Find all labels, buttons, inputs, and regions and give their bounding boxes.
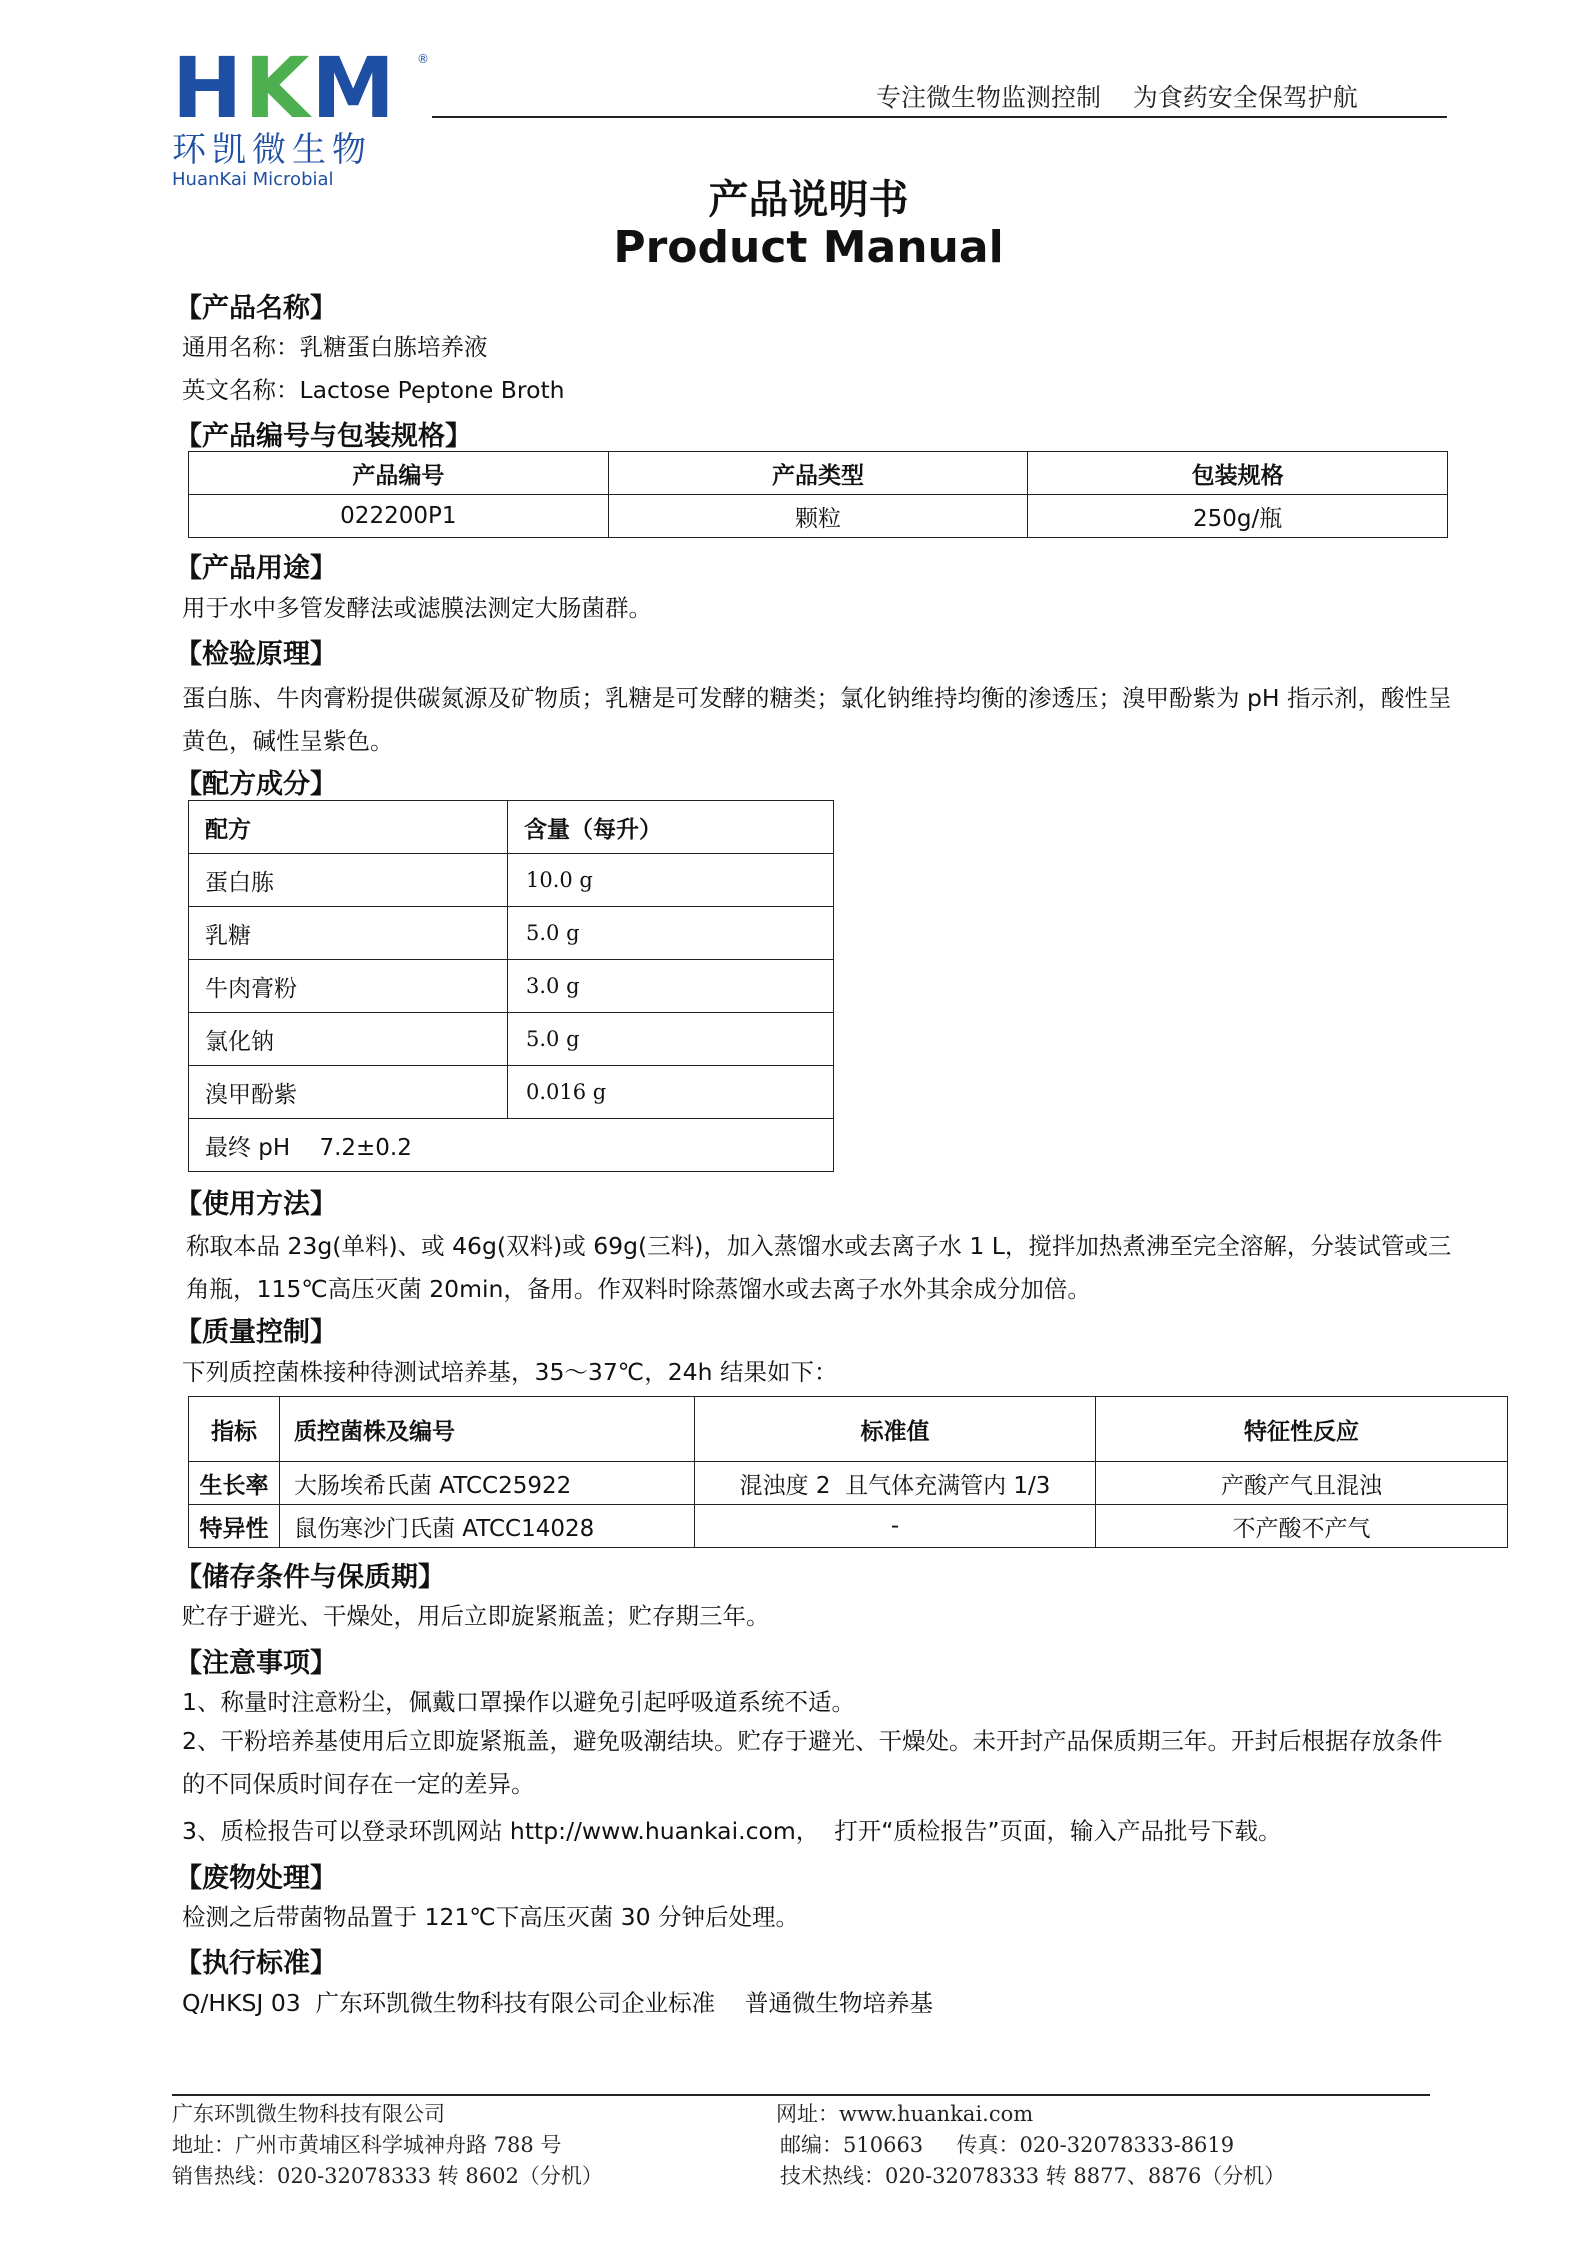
table-cell: 颗粒	[608, 495, 1028, 538]
spec-table	[188, 451, 1448, 538]
qc-table	[188, 1396, 1508, 1548]
table-row	[189, 960, 834, 1013]
footer-tech-hotline: 技术热线：020-32078333 转 8877、8876（分机）	[780, 2164, 1286, 2188]
usage-text: 称取本品 23g(单料)、或 46g(双料)或 69g(三料)，加入蒸馏水或去离子水 1 L，搅拌加热煮沸至完全溶解，分装试管或三角瓶，115℃高压灭菌 20min，备用。作双料时除蒸馏水或去离子水外其余成分加倍。	[186, 1232, 1452, 1303]
table-row	[189, 495, 1448, 538]
table-row	[189, 1462, 1508, 1505]
logo-english-name: HuanKai Microbial	[172, 169, 334, 190]
registered-mark: ®	[417, 52, 429, 66]
table-row	[189, 1119, 834, 1172]
storage-text: 贮存于避光、干燥处，用后立即旋紧瓶盖；贮存期三年。	[182, 1602, 770, 1630]
table-header: 标准值	[695, 1397, 1096, 1462]
table-header: 配方	[189, 801, 508, 854]
principle-text: 蛋白胨、牛肉膏粉提供碳氮源及矿物质；乳糖是可发酵的糖类；氯化钠维持均衡的渗透压；溴甲酚紫为 pH 指示剂，酸性呈黄色，碱性呈紫色。	[182, 684, 1452, 755]
table-cell: 产酸产气且混浊	[1096, 1462, 1508, 1505]
common-name: 通用名称：乳糖蛋白胨培养液	[182, 333, 488, 361]
table-row	[189, 907, 834, 960]
table-cell: 生长率	[189, 1462, 280, 1505]
ingredient-amount: 5.0 g	[508, 907, 834, 960]
table-row	[189, 1505, 1508, 1548]
section-heading-qc: 【质量控制】	[175, 1317, 337, 1348]
logo-chinese-name: 环凯微生物	[172, 130, 372, 170]
ingredient-name: 牛肉膏粉	[189, 960, 508, 1013]
ingredient-amount: 0.016 g	[508, 1066, 834, 1119]
table-cell: 不产酸不产气	[1096, 1505, 1508, 1548]
ingredient-amount: 5.0 g	[508, 1013, 834, 1066]
section-heading-code: 【产品编号与包装规格】	[175, 421, 472, 452]
qc-intro: 下列质控菌株接种待测试培养基，35～37℃，24h 结果如下：	[182, 1358, 838, 1386]
ingredient-name: 蛋白胨	[189, 854, 508, 907]
table-header: 质控菌株及编号	[280, 1397, 695, 1462]
final-ph: 最终 pH 7.2±0.2	[189, 1119, 834, 1172]
section-heading-notes: 【注意事项】	[175, 1648, 337, 1679]
use-text: 用于水中多管发酵法或滤膜法测定大肠菌群。	[182, 594, 652, 622]
footer-divider	[172, 2094, 1430, 2096]
footer-address: 地址：广州市黄埔区科学城神舟路 788 号	[172, 2133, 562, 2157]
ingredient-name: 溴甲酚紫	[189, 1066, 508, 1119]
table-cell: 特异性	[189, 1505, 280, 1548]
header-slogan: 专注微生物监测控制 为食药安全保驾护航	[876, 83, 1358, 112]
section-heading-usage: 【使用方法】	[175, 1189, 337, 1220]
section-heading-waste: 【废物处理】	[175, 1863, 337, 1894]
table-row	[189, 1066, 834, 1119]
table-header: 产品类型	[608, 452, 1028, 495]
standard-text: Q/HKSJ 03 广东环凯微生物科技有限公司企业标准 普通微生物培养基	[182, 1989, 934, 2017]
table-cell: 250g/瓶	[1028, 495, 1448, 538]
note-item: 2、干粉培养基使用后立即旋紧瓶盖，避免吸潮结块。贮存于避光、干燥处。未开封产品保质期三年。开封后根据存放条件的不同保质时间存在一定的差异。	[182, 1727, 1443, 1798]
table-header: 产品编号	[189, 452, 609, 495]
page-title: 产品说明书	[708, 177, 909, 223]
table-header: 包装规格	[1028, 452, 1448, 495]
table-cell: 鼠伤寒沙门氏菌 ATCC14028	[280, 1505, 695, 1548]
section-heading-principle: 【检验原理】	[175, 639, 337, 670]
page-title-english: Product Manual	[613, 222, 1004, 273]
table-header: 指标	[189, 1397, 280, 1462]
table-cell: 混浊度 2 且气体充满管内 1/3	[695, 1462, 1096, 1505]
waste-text: 检测之后带菌物品置于 121℃下高压灭菌 30 分钟后处理。	[182, 1903, 800, 1931]
ingredient-name: 乳糖	[189, 907, 508, 960]
formula-table	[188, 800, 834, 1172]
english-name: 英文名称：Lactose Peptone Broth	[182, 376, 565, 404]
footer-post-fax: 邮编：510663 传真：020-32078333-8619	[780, 2133, 1235, 2157]
logo-mark: HKM	[172, 39, 397, 137]
table-header-row	[189, 452, 1448, 495]
section-heading-use: 【产品用途】	[175, 553, 337, 584]
ingredient-name: 氯化钠	[189, 1013, 508, 1066]
table-header: 含量（每升）	[508, 801, 834, 854]
footer-sales-hotline: 销售热线：020-32078333 转 8602（分机）	[172, 2164, 603, 2188]
ingredient-amount: 3.0 g	[508, 960, 834, 1013]
table-cell: 022200P1	[189, 495, 609, 538]
section-heading-name: 【产品名称】	[175, 293, 337, 324]
table-cell: 大肠埃希氏菌 ATCC25922	[280, 1462, 695, 1505]
footer-company: 广东环凯微生物科技有限公司	[172, 2102, 445, 2126]
note-item: 1、称量时注意粉尘，佩戴口罩操作以避免引起呼吸道系统不适。	[182, 1688, 855, 1716]
table-header: 特征性反应	[1096, 1397, 1508, 1462]
footer-website: 网址：www.huankai.com	[776, 2102, 1034, 2126]
table-row	[189, 854, 834, 907]
table-header-row	[189, 801, 834, 854]
header-divider	[432, 116, 1447, 118]
note-item: 3、质检报告可以登录环凯网站 http://www.huankai.com， 打开“质检报告”页面，输入产品批号下载。	[182, 1817, 1282, 1845]
table-header-row	[189, 1397, 1508, 1462]
ingredient-amount: 10.0 g	[508, 854, 834, 907]
section-heading-formula: 【配方成分】	[175, 769, 337, 800]
table-row	[189, 1013, 834, 1066]
section-heading-standard: 【执行标准】	[175, 1948, 337, 1979]
table-cell: -	[695, 1505, 1096, 1548]
section-heading-storage: 【储存条件与保质期】	[175, 1562, 445, 1593]
